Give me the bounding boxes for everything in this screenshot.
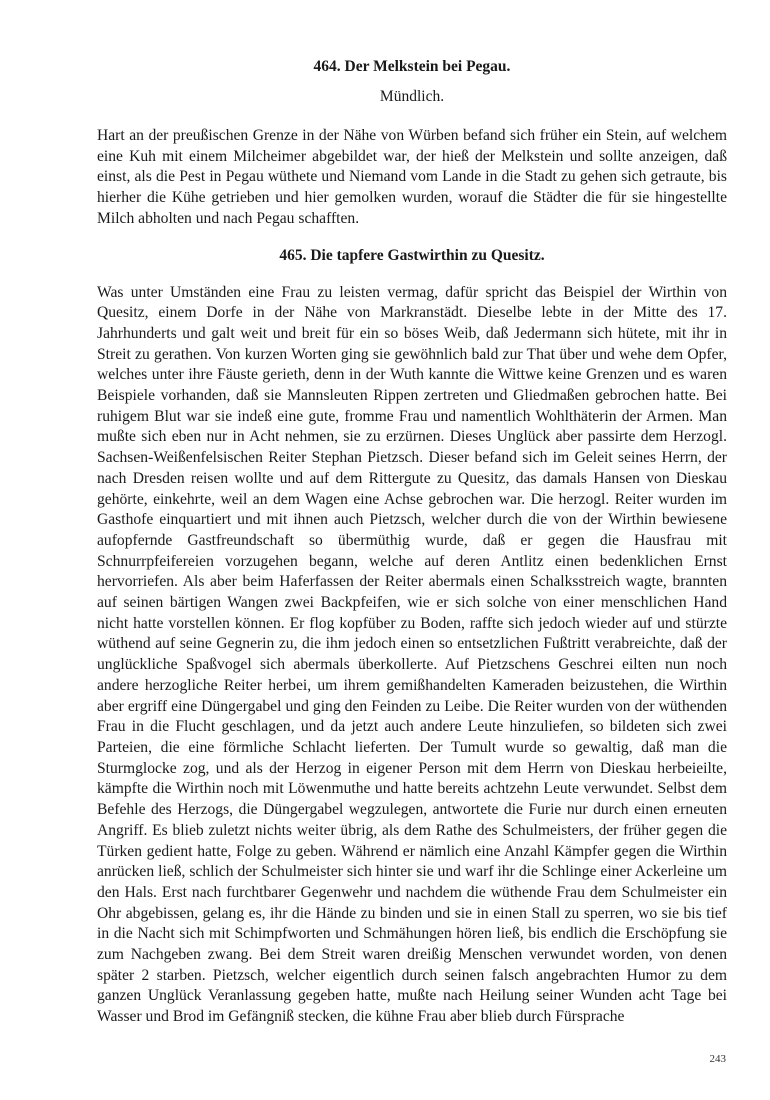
section-heading-464: 464. Der Melkstein bei Pegau.: [313, 58, 511, 75]
page-content: [97, 56, 727, 1028]
page-number: 243: [709, 1053, 726, 1065]
section-body-464: Hart an der preußischen Grenze in der Nähe von Würben befand sich früher ein Stein, auf welchem eine Kuh mit einem Milcheimer abgebildet war, der hieß der Melkstein und sollte anzeigen, daß einst, als die Pest in Pegau wüthete und Niemand vom Lande in die Stadt zu gehen sich getraute, bis hierher die Kühe getrieben und hier gemolken wurden, worauf die Städter die für sie hingestellte Milch abholten und nach Pegau schafften.: [97, 127, 727, 227]
section-heading-465: 465. Die tapfere Gastwirthin zu Quesitz.: [279, 246, 545, 264]
section-body-465: Was unter Umständen eine Frau zu leisten vermag, dafür spricht das Beispiel der Wirthin von Quesitz, einem Dorfe in der Nähe von Markranstädt. Dieselbe lebte in der Mitte des 17. Jahrhunderts und galt weit und breit für ein so böses Weib, daß Jedermann sich hütete, mit ihr in Streit zu gerathen. Von kurzen Worten ging sie gewöhnlich bald zur That über und wehe dem Opfer, welches unter ihre Fäuste gerieth, denn in der Wuth kannte die Wittwe keine Grenzen und es waren Beispiele vorhanden, daß sie Mannsleuten Rippen zertreten und Gliedmaßen gebrochen hatte. Bei ruhigem Blut war sie indeß eine gute, fromme Frau und namentlich Wohlthäterin der Armen. Man mußte sich eben nur in Acht nehmen, sie zu erzürnen. Dieses Unglück aber passirte dem Herzogl. Sachsen-Weißenfelsischen Reiter Stephan Pietzsch. Dieser befand sich im Geleit seines Herrn, der nach Dresden reisen wollte und auf dem Rittergute zu Quesitz, das damals Hansen von Dieskau gehörte, einkehrte, weil an dem Wagen eine Achse gebrochen war. Die herzogl. Reiter wurden im Gasthofe einquartiert und mit ihnen auch Pietzsch, welcher durch die von der Wirthin bewiesene aufopfernde Gastfreundschaft so übermüthig wurde, daß er gegen die Hausfrau mit Schnurrpfeifereien vorzugehen begann, welche auf deren Antlitz einen bedenklichen Ernst hervorriefen. Als aber beim Haferfassen der Reiter abermals einen Schalksstreich wagte, brannten auf seinen bärtigen Wangen zwei Backpfeifen, wie er sich solche von einer menschlichen Hand nicht hatte vorstellen können. Er flog kopfüber zu Boden, raffte sich jedoch wieder auf und stürzte wüthend auf seine Gegnerin zu, die ihm jedoch einen so entsetzlichen Fußtritt verabreichte, daß der unglückliche Spaßvogel sich abermals überkollerte. Auf Pietzschens Geschrei eilten nun noch andere herzogliche Reiter herbei, um ihrem gemißhandelten Kameraden beizustehen, die Wirthin aber ergriff eine Düngergabel und ging den Feinden zu Leibe. Die Reiter wurden von der wüthenden Frau in die Flucht geschlagen, und da jetzt auch andere Leute hinzuliefen, so bildeten sich zwei Parteien, die eine förmliche Schlacht lieferten. Der Tumult wurde so gewaltig, daß man die Sturmglocke zog, und als der Herzog in eigener Person mit dem Herrn von Dieskau herbeieilte, kämpfte die Wirthin noch mit Löwenmuthe und hatte bereits achtzehn Leute verwundet. Selbst dem Befehle des Herzogs, die Düngergabel wegzulegen, antwortete die Furie nur durch einen erneuten Angriff. Es blieb zuletzt nichts weiter übrig, als dem Rathe des Schulmeisters, der früher gegen die Türken gedient hatte, Folge zu geben. Während er nämlich eine Anzahl Kämpfer gegen die Wirthin anrücken ließ, schlich der Schulmeister sich hinter sie und warf ihr die Schlinge einer Ackerleine um den Hals. Erst nach furchtbarer Gegenwehr und nachdem die wüthende Frau dem Schulmeister ein Ohr abgebissen, gelang es, ihr die Hände zu binden und sie in einen Stall zu sperren, wo sie bis tief in die Nacht sich mit Schimpfworten und Schmähungen hören ließ, bis endlich die Erschöpfung sie zum Nachgeben zwang. Bei dem Streit waren dreißig Menschen verwundet worden, von denen später 2 starben. Pietzsch, welcher eigentlich durch seinen falsch angebrachten Humor zu dem ganzen Unglück Veranlassung gegeben hatte, mußte nach Heilung seiner Wunden acht Tage bei Wasser und Brod im Gefängniß stecken, die kühne Frau aber blieb durch Fürsprache: [97, 283, 727, 1026]
section-source-note: Mündlich.: [379, 88, 445, 105]
